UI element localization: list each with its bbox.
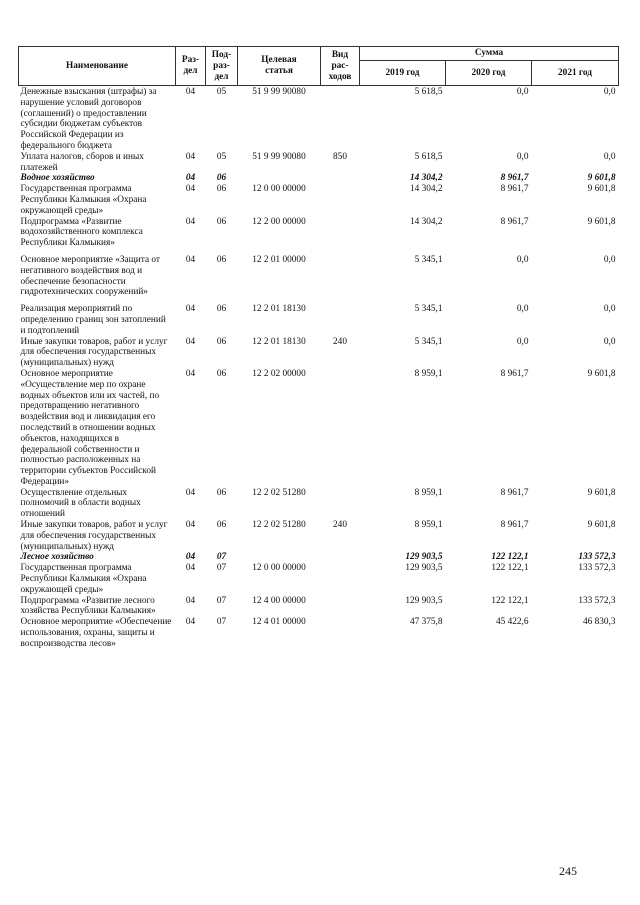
row-vid — [321, 563, 360, 595]
row-sum-2020: 122 122,1 — [491, 563, 529, 574]
row-target: 51 9 99 90080 — [252, 151, 306, 162]
row-sum-2019: 129 903,5 — [405, 595, 443, 606]
row-podrazdel: 06 — [216, 254, 227, 265]
table-row — [19, 173, 619, 184]
table-row — [19, 488, 619, 520]
page-number: 245 — [559, 864, 577, 878]
row-razdel: 04 — [185, 173, 196, 184]
row-vid — [321, 255, 360, 304]
row-sum-2020: 45 422,6 — [495, 617, 529, 628]
row-podrazdel: 06 — [216, 173, 227, 184]
row-sum-2021: 133 572,3 — [578, 563, 616, 574]
row-razdel: 04 — [185, 520, 196, 531]
row-sum-2019: 5 345,1 — [414, 336, 443, 347]
row-sum-2019: 47 375,8 — [409, 617, 443, 628]
table-row — [19, 304, 619, 336]
budget-table — [18, 46, 619, 650]
row-sum-2020: 8 961,7 — [500, 520, 529, 531]
row-sum-2019: 129 903,5 — [405, 552, 443, 563]
row-sum-2020: 0,0 — [516, 304, 529, 315]
row-name: Основное мероприятие «Осуществление мер по охране водных объектов или их частей, по предотвращению негативного воздействия вод и ликвидация его последствий в отношении водных объектов, находящихся в федеральной собственности и полностью расположенных на территории субъектов Российской Федерации» — [20, 368, 160, 487]
row-sum-2020: 8 961,7 — [500, 487, 529, 498]
row-sum-2020: 0,0 — [516, 87, 529, 97]
row-sum-2020: 0,0 — [516, 151, 529, 162]
row-name: Денежные взыскания (штрафы) за нарушение условий договоров (соглашений) о предоставлении субсидии бюджетам субъектов Российской Федерации из федерального бюджета — [20, 87, 157, 151]
row-name: Государственная программа Республики Калмыкия «Охрана окружающей среды» — [20, 184, 147, 216]
row-sum-2021: 0,0 — [603, 151, 616, 162]
row-target — [238, 173, 321, 184]
table-body — [19, 86, 619, 650]
row-podrazdel: 07 — [216, 595, 227, 606]
row-sum-2019: 5 345,1 — [414, 254, 443, 265]
row-podrazdel: 06 — [216, 520, 227, 531]
row-name: Государственная программа Республики Калмыкия «Охрана окружающей среды» — [20, 563, 147, 595]
row-podrazdel: 06 — [216, 368, 227, 379]
row-name: Иные закупки товаров, работ и услуг для обеспечения государственных (муниципальных) нужд — [20, 520, 168, 552]
row-razdel: 04 — [185, 595, 196, 606]
row-vid — [321, 173, 360, 184]
row-sum-2019: 8 959,1 — [414, 520, 443, 531]
row-sum-2021: 0,0 — [603, 87, 616, 97]
row-razdel: 04 — [185, 254, 196, 265]
row-razdel: 04 — [185, 552, 196, 563]
row-podrazdel: 06 — [216, 304, 227, 315]
row-sum-2019: 5 618,5 — [414, 151, 443, 162]
row-podrazdel: 05 — [216, 151, 227, 162]
row-podrazdel: 06 — [216, 216, 227, 227]
row-target: 12 2 02 00000 — [252, 368, 306, 379]
col-header-2021: 2021 год — [532, 61, 619, 86]
row-podrazdel: 06 — [216, 336, 227, 347]
col-header-vid: Вид рас- ходов — [321, 47, 360, 86]
row-sum-2020: 122 122,1 — [491, 595, 529, 606]
row-sum-2021: 9 601,8 — [587, 368, 616, 379]
table-row — [19, 217, 619, 255]
row-target: 12 2 00 00000 — [252, 216, 306, 227]
row-vid — [321, 304, 360, 336]
row-vid — [321, 184, 360, 216]
col-header-podrazdel: Под- раз- дел — [206, 47, 238, 86]
row-name: Подпрограмма «Развитие водохозяйственного комплекса Республики Калмыкия» — [20, 216, 143, 249]
row-sum-2021: 46 830,3 — [582, 617, 616, 628]
table-row — [19, 152, 619, 174]
table-row — [19, 184, 619, 216]
row-target: 51 9 99 90080 — [252, 87, 306, 97]
row-sum-2019: 5 345,1 — [414, 304, 443, 315]
row-name: Подпрограмма «Развитие лесного хозяйства Республики Калмыкия» — [20, 595, 156, 617]
row-vid — [321, 488, 360, 520]
row-sum-2021: 9 601,8 — [587, 487, 616, 498]
row-vid — [321, 217, 360, 255]
row-sum-2021: 9 601,8 — [587, 173, 616, 184]
row-razdel: 04 — [185, 87, 196, 97]
row-sum-2020: 0,0 — [516, 254, 529, 265]
row-sum-2021: 133 572,3 — [578, 552, 616, 563]
col-header-razdel: Раз- дел — [176, 47, 206, 86]
row-razdel: 04 — [185, 336, 196, 347]
table-row — [19, 596, 619, 618]
row-vid: 850 — [333, 151, 347, 162]
row-razdel: 04 — [185, 151, 196, 162]
row-name: Лесное хозяйство — [20, 552, 94, 563]
row-sum-2021: 9 601,8 — [587, 520, 616, 531]
row-vid — [321, 86, 360, 152]
row-sum-2019: 14 304,2 — [409, 173, 443, 184]
budget-table-sheet — [18, 46, 618, 650]
row-sum-2021: 0,0 — [603, 254, 616, 265]
row-podrazdel: 07 — [216, 552, 227, 563]
row-razdel: 04 — [185, 487, 196, 498]
row-razdel: 04 — [185, 563, 196, 574]
row-razdel: 04 — [185, 368, 196, 379]
row-target: 12 2 01 18130 — [252, 304, 306, 315]
row-sum-2019: 14 304,2 — [409, 184, 443, 195]
table-row — [19, 520, 619, 552]
row-sum-2019: 8 959,1 — [414, 487, 443, 498]
row-sum-2020: 8 961,7 — [500, 216, 529, 227]
row-name: Уплата налогов, сборов и иных платежей — [20, 151, 144, 173]
table-row — [19, 337, 619, 369]
col-header-name: Наименование — [19, 47, 176, 86]
row-target: 12 0 00 00000 — [252, 184, 306, 195]
table-row — [19, 552, 619, 563]
row-razdel: 04 — [185, 617, 196, 628]
row-target: 12 2 02 51280 — [252, 487, 306, 498]
row-target: 12 2 02 51280 — [252, 520, 306, 531]
row-razdel: 04 — [185, 304, 196, 315]
table-row — [19, 255, 619, 304]
row-podrazdel: 06 — [216, 184, 227, 195]
row-sum-2020: 8 961,7 — [500, 173, 529, 184]
row-sum-2021: 133 572,3 — [578, 595, 616, 606]
row-sum-2019: 8 959,1 — [414, 368, 443, 379]
row-sum-2020: 0,0 — [516, 336, 529, 347]
row-vid: 240 — [333, 336, 347, 347]
row-vid — [321, 552, 360, 563]
row-name: Основное мероприятие «Обеспечение использования, охраны, защиты и воспроизводства лесов» — [20, 617, 172, 649]
row-podrazdel: 07 — [216, 563, 227, 574]
row-sum-2021: 9 601,8 — [587, 216, 616, 227]
col-header-summa: Сумма — [360, 47, 619, 61]
row-sum-2021: 9 601,8 — [587, 184, 616, 195]
row-target: 12 4 00 00000 — [252, 595, 306, 606]
table-row — [19, 86, 619, 152]
col-header-target: Целевая статья — [238, 47, 321, 86]
table-row — [19, 617, 619, 649]
row-sum-2019: 14 304,2 — [409, 216, 443, 227]
row-name: Осуществление отдельных полномочий в области водных отношений — [20, 487, 141, 520]
row-vid — [321, 369, 360, 488]
row-name: Водное хозяйство — [20, 173, 95, 184]
row-target: 12 2 01 00000 — [252, 254, 306, 265]
row-name: Иные закупки товаров, работ и услуг для обеспечения государственных (муниципальных) нужд — [20, 336, 168, 369]
row-razdel: 04 — [185, 184, 196, 195]
row-sum-2020: 122 122,1 — [491, 552, 529, 563]
row-sum-2020: 8 961,7 — [500, 368, 529, 379]
row-name: Реализация мероприятий по определению границ зон затоплений и подтоплений — [20, 304, 166, 336]
table-row — [19, 563, 619, 595]
row-sum-2021: 0,0 — [603, 304, 616, 315]
row-target: 12 4 01 00000 — [252, 617, 306, 628]
row-target — [238, 552, 321, 563]
row-podrazdel: 06 — [216, 487, 227, 498]
row-vid — [321, 617, 360, 649]
row-vid — [321, 596, 360, 618]
row-target: 12 0 00 00000 — [252, 563, 306, 574]
row-sum-2020: 8 961,7 — [500, 184, 529, 195]
row-target: 12 2 01 18130 — [252, 336, 306, 347]
table-row — [19, 369, 619, 488]
row-sum-2021: 0,0 — [603, 336, 616, 347]
row-sum-2019: 129 903,5 — [405, 563, 443, 574]
col-header-2020: 2020 год — [446, 61, 532, 86]
row-name: Основное мероприятие «Защита от негативного воздействия вод и обеспечение безопасности гидротехнических сооружений» — [20, 254, 160, 298]
col-header-2019: 2019 год — [360, 61, 446, 86]
row-razdel: 04 — [185, 216, 196, 227]
row-podrazdel: 07 — [216, 617, 227, 628]
row-vid: 240 — [333, 520, 347, 531]
row-sum-2019: 5 618,5 — [414, 87, 443, 97]
row-podrazdel: 05 — [216, 87, 227, 97]
